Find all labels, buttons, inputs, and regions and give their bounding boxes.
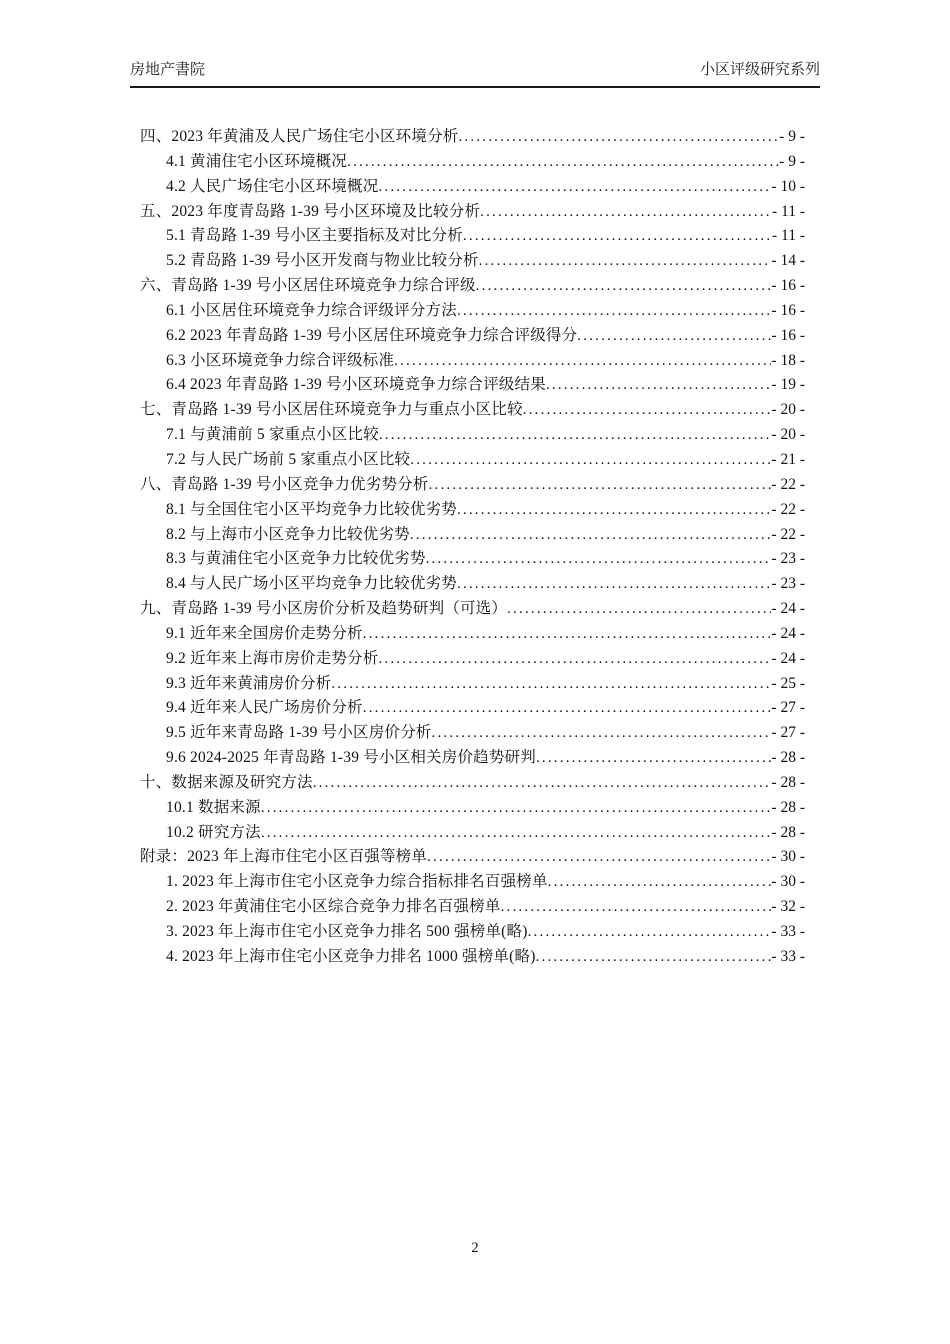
toc-entry-label: 9.6 2024-2025 年青岛路 1-39 号小区相关房价趋势研判 — [166, 749, 536, 767]
toc-leader-dots — [523, 401, 772, 426]
toc-entry-page: - 11 - — [772, 202, 805, 220]
toc-entry[interactable] — [140, 646, 805, 671]
toc-entry[interactable] — [140, 273, 805, 298]
toc-entry-label: 1. 2023 年上海市住宅小区竞争力综合指标排名百强榜单 — [166, 873, 548, 891]
toc-entry-label: 10.2 研究方法 — [166, 823, 261, 841]
toc-entry[interactable] — [140, 844, 805, 869]
toc-leader-dots — [479, 252, 772, 277]
toc-entry-label: 3. 2023 年上海市住宅小区竞争力排名 500 强榜单(略) — [166, 923, 528, 940]
toc-entry[interactable] — [140, 497, 805, 522]
toc-entry-page: - 28 - — [771, 773, 805, 791]
toc-entry-page: - 28 - — [771, 823, 805, 841]
toc-entry-label: 四、2023 年黄浦及人民广场住宅小区环境分析 — [140, 128, 459, 145]
toc-entry[interactable] — [140, 124, 805, 149]
toc-entry-label: 五、2023 年度青岛路 1-39 号小区环境及比较分析 — [140, 202, 481, 220]
toc-entry-page: - 11 - — [772, 227, 805, 245]
toc-entry-page: - 14 - — [771, 252, 805, 270]
toc-entry[interactable] — [140, 745, 805, 770]
toc-entry[interactable] — [140, 422, 805, 447]
toc-entry-page: - 20 - — [771, 401, 805, 419]
toc-entry-page: - 20 - — [771, 426, 805, 444]
header-rule — [130, 86, 820, 88]
toc-entry[interactable] — [140, 248, 805, 273]
toc-entry-page: - 28 - — [771, 798, 805, 816]
toc-entry[interactable] — [140, 869, 805, 894]
toc-entry-label: 4.1 黄浦住宅小区环境概况 — [166, 152, 348, 170]
toc-entry[interactable] — [140, 546, 805, 571]
toc-leader-dots — [426, 550, 772, 575]
toc-leader-dots — [463, 227, 772, 252]
toc-entry[interactable] — [140, 472, 805, 497]
toc-entry[interactable] — [140, 323, 805, 348]
toc-entry-label: 8.4 与人民广场小区平均竞争力比较优劣势 — [166, 575, 457, 593]
toc-leader-dots — [548, 873, 772, 898]
toc-entry[interactable] — [140, 795, 805, 820]
toc-entry-page: - 32 - — [771, 898, 805, 916]
toc-entry-label: 6.4 2023 年青岛路 1-39 号小区环境竞争力综合评级结果 — [166, 376, 546, 394]
toc-entry-label: 6.3 小区环境竞争力综合评级标准 — [166, 351, 395, 369]
toc-leader-dots — [536, 948, 772, 973]
toc-leader-dots — [429, 476, 772, 501]
page-header — [130, 60, 820, 80]
toc-entry[interactable] — [140, 298, 805, 323]
toc-entry-page: - 23 - — [771, 575, 805, 593]
toc-entry-page: - 27 - — [771, 699, 805, 717]
toc-entry-label: 8.1 与全国住宅小区平均竞争力比较优劣势 — [166, 500, 457, 518]
toc-entry[interactable] — [140, 720, 805, 745]
toc-entry-label: 9.1 近年来全国房价走势分析 — [166, 624, 363, 642]
toc-entry-page: - 18 - — [771, 351, 805, 369]
toc-leader-dots — [363, 625, 772, 650]
toc-entry-page: - 10 - — [771, 177, 805, 195]
toc-entry-label: 6.1 小区居住环境竞争力综合评级评分方法 — [166, 301, 457, 319]
toc-entry-label: 9.4 近年来人民广场房价分析 — [166, 699, 363, 717]
toc-entry[interactable] — [140, 919, 805, 944]
toc-entry[interactable] — [140, 223, 805, 248]
toc-entry-label: 5.2 青岛路 1-39 号小区开发商与物业比较分析 — [166, 252, 479, 270]
toc-entry[interactable] — [140, 820, 805, 845]
toc-leader-dots — [410, 526, 772, 551]
toc-entry-page: - 23 - — [771, 550, 805, 568]
toc-entry-page: - 24 - — [771, 649, 805, 667]
toc-entry-label: 7.1 与黄浦前 5 家重点小区比较 — [166, 426, 379, 444]
toc-entry-page: - 28 - — [771, 749, 805, 767]
toc-entry-label: 六、青岛路 1-39 号小区居住环境竞争力综合评级 — [140, 277, 476, 295]
toc-entry-label: 十、数据来源及研究方法 — [140, 773, 313, 791]
toc-entry-page: - 22 - — [771, 525, 805, 543]
toc-leader-dots — [313, 774, 772, 799]
toc-entry-label: 9.3 近年来黄浦房价分析 — [166, 674, 332, 692]
page-number: 2 — [471, 1240, 479, 1256]
toc-leader-dots — [458, 128, 779, 153]
toc-entry-label: 八、青岛路 1-39 号小区竞争力优劣势分析 — [140, 475, 429, 493]
toc-entry-label: 九、青岛路 1-39 号小区房价分析及趋势研判（可选） — [140, 600, 508, 618]
toc-leader-dots — [410, 451, 771, 476]
toc-entry[interactable] — [140, 894, 805, 919]
toc-entry[interactable] — [140, 621, 805, 646]
toc-entry-page: - 27 - — [771, 724, 805, 742]
toc-entry-label: 4.2 人民广场住宅小区环境概况 — [166, 177, 379, 195]
toc-entry-label: 附录：2023 年上海市住宅小区百强等榜单 — [140, 848, 428, 866]
toc-entry-label: 5.1 青岛路 1-39 号小区主要指标及对比分析 — [166, 227, 463, 245]
toc-leader-dots — [378, 650, 771, 675]
toc-entry[interactable] — [140, 695, 805, 720]
toc-entry[interactable] — [140, 372, 805, 397]
toc-entry[interactable] — [140, 199, 805, 224]
toc-entry-label: 7.2 与人民广场前 5 家重点小区比较 — [166, 450, 411, 468]
toc-entry-page: - 16 - — [771, 277, 805, 295]
toc-entry[interactable] — [140, 770, 805, 795]
table-of-contents — [140, 124, 805, 969]
toc-leader-dots — [507, 600, 771, 625]
toc-entry-label: 8.2 与上海市小区竞争力比较优劣势 — [166, 525, 410, 543]
toc-entry-page: - 19 - — [771, 376, 805, 394]
toc-leader-dots — [577, 327, 771, 352]
toc-leader-dots — [347, 153, 779, 178]
header-right-text: 小区评级研究系列 — [699, 61, 820, 78]
toc-entry[interactable] — [140, 944, 805, 969]
toc-entry-label: 2. 2023 年黄浦住宅小区综合竞争力排名百强榜单 — [166, 898, 501, 916]
toc-entry-page: - 33 - — [771, 947, 805, 965]
toc-entry-page: - 16 - — [771, 326, 805, 344]
toc-entry[interactable] — [140, 174, 805, 199]
toc-leader-dots — [476, 277, 772, 302]
toc-entry[interactable] — [140, 348, 805, 373]
toc-entry-label: 8.3 与黄浦住宅小区竞争力比较优劣势 — [166, 550, 426, 568]
toc-leader-dots — [480, 203, 772, 228]
toc-entry-label: 4. 2023 年上海市住宅小区竞争力排名 1000 强榜单(略) — [166, 947, 536, 965]
toc-leader-dots — [536, 749, 771, 774]
toc-leader-dots — [379, 426, 772, 451]
toc-entry-label: 10.1 数据来源 — [166, 798, 261, 816]
toc-entry-page: - 9 - — [779, 128, 805, 145]
toc-leader-dots — [457, 501, 771, 526]
toc-entry-page: - 21 - — [771, 450, 805, 468]
toc-entry[interactable] — [140, 671, 805, 696]
toc-entry-page: - 30 - — [771, 848, 805, 866]
toc-entry-page: - 9 - — [779, 152, 805, 170]
toc-entry-page: - 22 - — [771, 500, 805, 518]
toc-entry[interactable] — [140, 149, 805, 174]
toc-leader-dots — [528, 923, 772, 948]
toc-entry-page: - 24 - — [771, 624, 805, 642]
toc-entry-label: 9.5 近年来青岛路 1-39 号小区房价分析 — [166, 724, 432, 742]
toc-entry-page: - 33 - — [771, 923, 805, 940]
toc-entry-page: - 24 - — [771, 600, 805, 618]
toc-entry[interactable] — [140, 447, 805, 472]
toc-entry-page: - 30 - — [771, 873, 805, 891]
header-left-text: 房地产書院 — [130, 61, 206, 78]
toc-leader-dots — [501, 898, 772, 923]
toc-entry[interactable] — [140, 522, 805, 547]
toc-entry-label: 9.2 近年来上海市房价走势分析 — [166, 649, 379, 667]
toc-entry-page: - 25 - — [771, 674, 805, 692]
toc-leader-dots — [546, 376, 772, 401]
toc-leader-dots — [331, 675, 771, 700]
toc-entry[interactable] — [140, 596, 805, 621]
toc-entry-page: - 22 - — [771, 475, 805, 493]
toc-leader-dots — [261, 799, 772, 824]
toc-entry[interactable] — [140, 571, 805, 596]
toc-entry-page: - 16 - — [771, 301, 805, 319]
page-footer — [0, 1240, 950, 1257]
toc-entry-label: 七、青岛路 1-39 号小区居住环境竞争力与重点小区比较 — [140, 401, 523, 419]
toc-entry-label: 6.2 2023 年青岛路 1-39 号小区居住环境竞争力综合评级得分 — [166, 326, 578, 344]
toc-entry[interactable] — [140, 397, 805, 422]
